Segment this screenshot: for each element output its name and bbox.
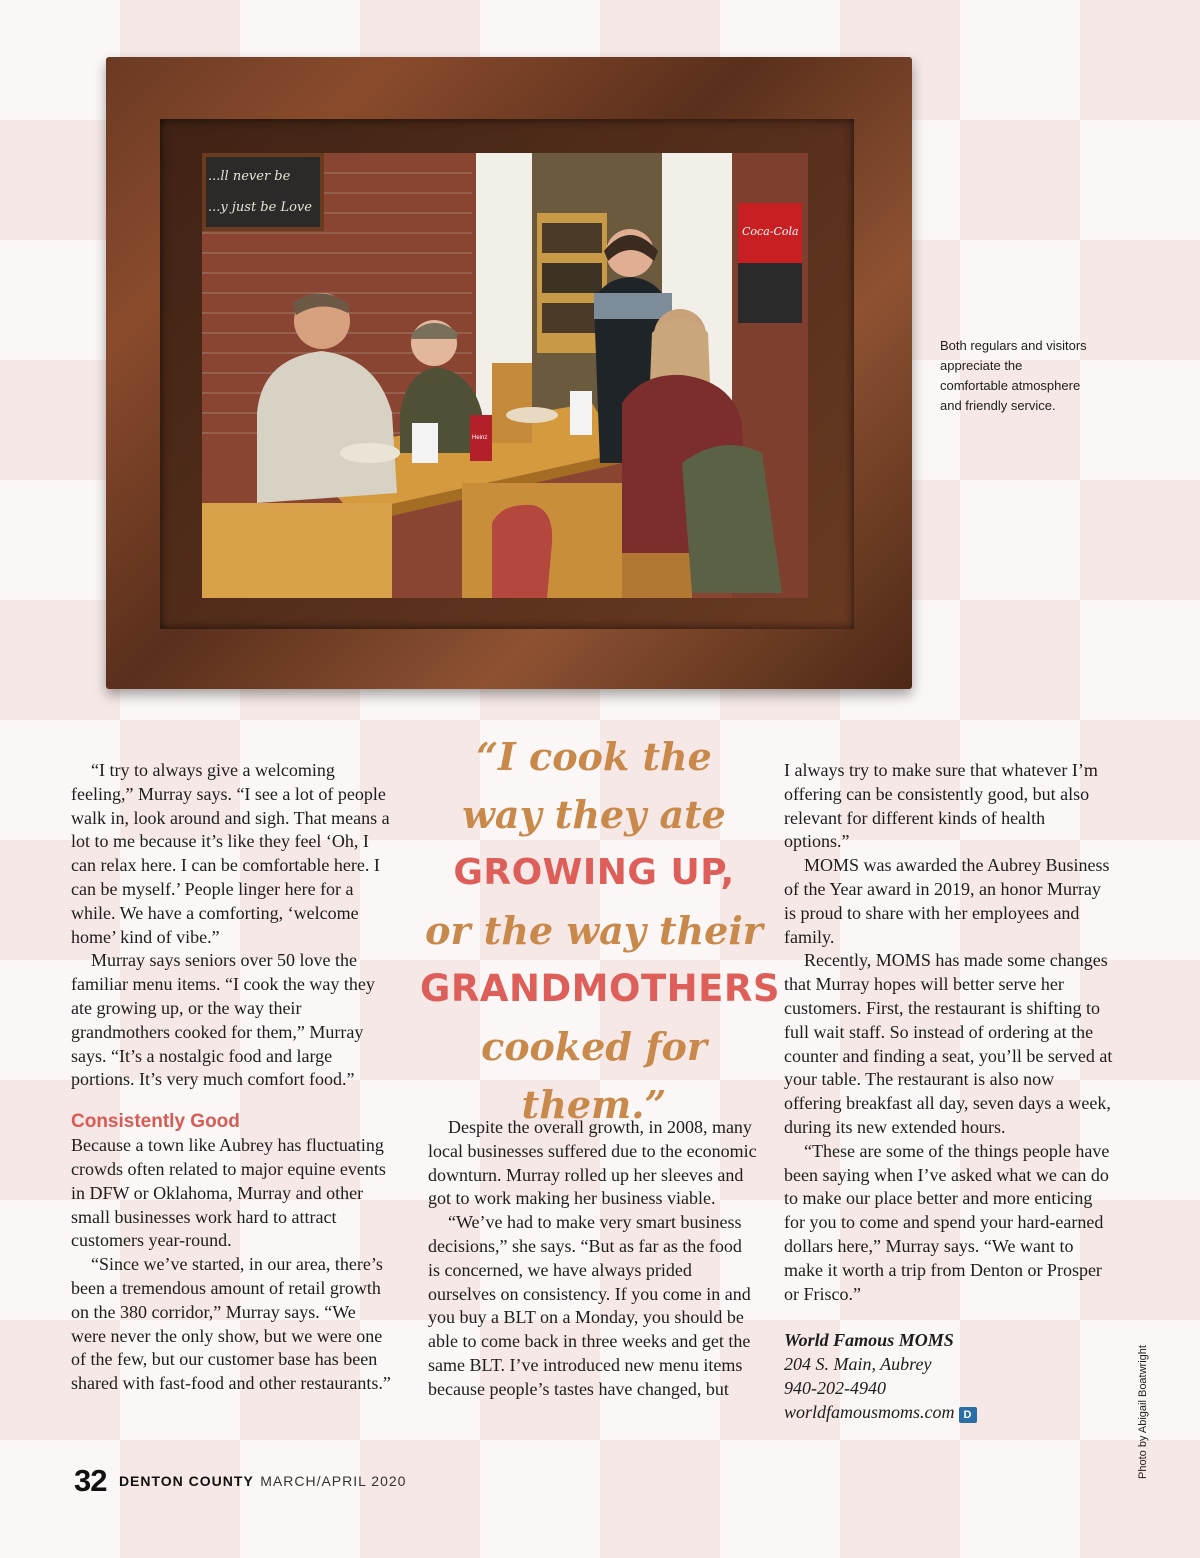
business-phone: 940-202-4940 [784, 1378, 886, 1399]
end-mark-icon: D [959, 1407, 977, 1423]
page-number: 32 [74, 1463, 107, 1498]
pull-quote-line: GROWING UP, [453, 852, 735, 893]
paragraph: Because a town like Aubrey has fluctuating crowds often related to major equine events in DFW or Oklahoma, Murray and other small businesses work hard to attract customers year-round. [71, 1135, 386, 1251]
pull-quote-line: or the way their [425, 908, 763, 953]
picture-frame [106, 57, 912, 689]
ketchup-label: Heinz [472, 435, 488, 441]
pull-quote-line: cooked for them.” [481, 1024, 707, 1127]
page-footer [74, 1463, 406, 1499]
menu-board-line-2: ...y just be Love [208, 200, 312, 215]
article-column-3 [784, 759, 1114, 1424]
paragraph: Murray says seniors over 50 love the familiar menu items. “I cook the way they ate growing up, or the way their grandmothers cooked for them,” Murray says. “It’s a nostalgic food and large portions. It’s very much comfort food.” [71, 950, 375, 1090]
paragraph: “Since we’ve started, in our area, there’s been a tremendous amount of retail growth on the 380 corridor,” Murray says. “We were never the only show, but we were one of the few, but our customer base has been shared with fast-food and other restaurants.” [71, 1254, 391, 1394]
section-subhead: Consistently Good [71, 1111, 240, 1133]
cola-sign: Coca-Cola [742, 225, 799, 238]
paragraph: “These are some of the things people have been saying when I’ve asked what we can do to make our place better and more enticing for you to come and spend your hard-earned dollars here,” Murray says. “We want to make it worth a trip from Denton or Prosper or Frisco.” [784, 1140, 1110, 1304]
paragraph: “We’ve had to make very smart business decisions,” she says. “But as far as the food is concerned, we have always prided ourselves on consistency. If you come in and you buy a BLT on a Monday, you should be able to come back in three weeks and get the same BLT. I’ve introduced new menu items because people’s tastes have changed, but [428, 1212, 751, 1399]
paragraph: Recently, MOMS has made some changes that Murray hopes will better serve her customers. First, the restaurant is shifting to full wait staff. So instead of ordering at the counter and finding a seat, you’ll be served at your table. The restaurant is also now offering breakfast all day, seven days a week, during its new extended hours. [784, 950, 1113, 1137]
business-website[interactable]: worldfamousmoms.com [784, 1402, 955, 1423]
photo-caption: Both regulars and visitors appreciate the comfortable atmosphere and friendly service. [940, 338, 1087, 413]
paragraph: I always try to make sure that whatever I’m offering can be consistently good, but also relevant for different kinds of health options.” [784, 760, 1098, 852]
restaurant-photo [202, 153, 808, 598]
article-column-2 [428, 1116, 758, 1402]
publication-name: DENTON COUNTY [118, 1473, 254, 1489]
business-name: World Famous MOMS [784, 1330, 954, 1351]
photo-credit [1136, 1298, 1150, 1538]
paragraph: “I try to always give a welcoming feeling,” Murray says. “I see a lot of people walk in, look around and sigh. That means a lot to me because it’s like they feel ‘Oh, I can relax here. I can be comfortable here. I can be myself.’ People linger here for a while. We have a comforting, ‘welcome home’ kind of vibe.” [71, 760, 390, 947]
photo-credit-text: Photo by Abigail Boatwright [1137, 1345, 1149, 1479]
paragraph: Despite the overall growth, in 2008, many local businesses suffered due to the economic downturn. Murray rolled up her sleeves and got to work making her business viable. [428, 1117, 757, 1209]
pull-quote-line: way they ate [462, 792, 726, 837]
pull-quote-line: “I cook the [476, 734, 712, 779]
article-column-1 [71, 759, 393, 1396]
menu-board-line-1: ...ll never be [208, 169, 291, 184]
pull-quote [420, 728, 781, 1134]
issue-date: MARCH/APRIL 2020 [260, 1473, 407, 1489]
business-info [784, 1328, 1114, 1424]
paragraph: MOMS was awarded the Aubrey Business of the Year award in 2019, an honor Murray is proud to share with her employees and family. [784, 855, 1110, 947]
pull-quote-line: GRANDMOTHERS [420, 967, 781, 1010]
business-address: 204 S. Main, Aubrey [784, 1354, 932, 1375]
